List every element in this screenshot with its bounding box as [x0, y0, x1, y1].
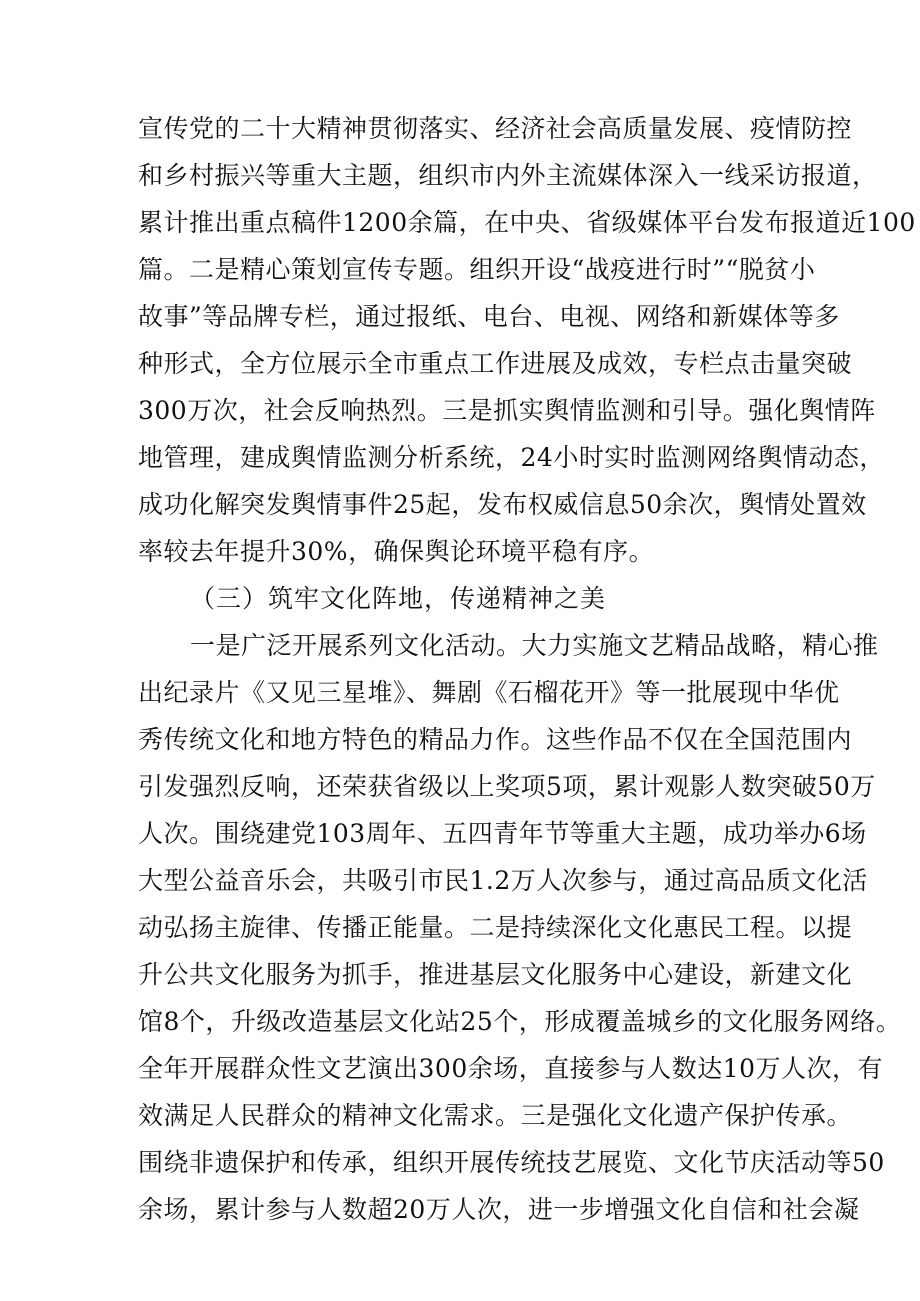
document-body — [138, 105, 916, 1233]
text-line: 围绕非遗保护和传承，组织开展传统技艺展览、文化节庆活动等50 — [138, 1148, 885, 1177]
text-line: 余场，累计参与人数超20万人次，进一步增强文化自信和社会凝 — [138, 1195, 860, 1224]
text-line: 一是广泛开展系列文化活动。大力实施文艺精品战略，精心推 — [190, 631, 879, 660]
section-heading: （三）筑牢文化阵地，传递精神之美 — [190, 584, 607, 613]
text-line: 和乡村振兴等重大主题，组织市内外主流媒体深入一线采访报道， — [138, 161, 878, 190]
text-line: 宣传党的二十大精神贯彻落实、经济社会高质量发展、疫情防控 — [138, 114, 853, 143]
text-line: 秀传统文化和地方特色的精品力作。这些作品不仅在全国范围内 — [138, 725, 853, 754]
text-line: 升公共文化服务为抓手，推进基层文化服务中心建设，新建文化 — [138, 960, 853, 989]
text-line: 出纪录片《又见三星堆》、舞剧《石榴花开》等一批展现中华优 — [138, 678, 840, 707]
text-line: 馆8个，升级改造基层文化站25个，形成覆盖城乡的文化服务网络。 — [138, 1007, 902, 1036]
text-line: 地管理，建成舆情监测分析系统，24小时实时监测网络舆情动态， — [138, 443, 885, 472]
text-line: 故事”等品牌专栏，通过报纸、电台、电视、网络和新媒体等多 — [138, 302, 840, 331]
text-line: 300万次，社会反响热烈。三是抓实舆情监测和引导。强化舆情阵 — [138, 396, 876, 425]
text-line: 成功化解突发舆情事件25起，发布权威信息50余次，舆情处置效 — [138, 490, 867, 519]
text-line: 累计推出重点稿件1200余篇，在中央、省级媒体平台发布报道近100 — [138, 208, 916, 237]
text-line: 篇。二是精心策划宣传专题。组织开设“战疫进行时”“脱贫小 — [138, 255, 816, 284]
text-line: 率较去年提升30%，确保舆论环境平稳有序。 — [138, 537, 655, 566]
text-line: 大型公益音乐会，共吸引市民1.2万人次参与，通过高品质文化活 — [138, 866, 868, 895]
text-line: 效满足人民群众的精神文化需求。三是强化文化遗产保护传承。 — [138, 1101, 853, 1130]
text-line: 人次。围绕建党103周年、五四青年节等重大主题，成功举办6场 — [138, 819, 867, 848]
text-line: 引发强烈反响，还荣获省级以上奖项5项，累计观影人数突破50万 — [138, 772, 876, 801]
paragraph-2 — [138, 622, 902, 1233]
text-line: 动弘扬主旋律、传播正能量。二是持续深化文化惠民工程。以提 — [138, 913, 853, 942]
text-line: 种形式，全方位展示全市重点工作进展及成效，专栏点击量突破 — [138, 349, 853, 378]
text-line: 全年开展群众性文艺演出300余场，直接参与人数达10万人次，有 — [138, 1054, 884, 1083]
paragraph-1 — [138, 105, 916, 575]
